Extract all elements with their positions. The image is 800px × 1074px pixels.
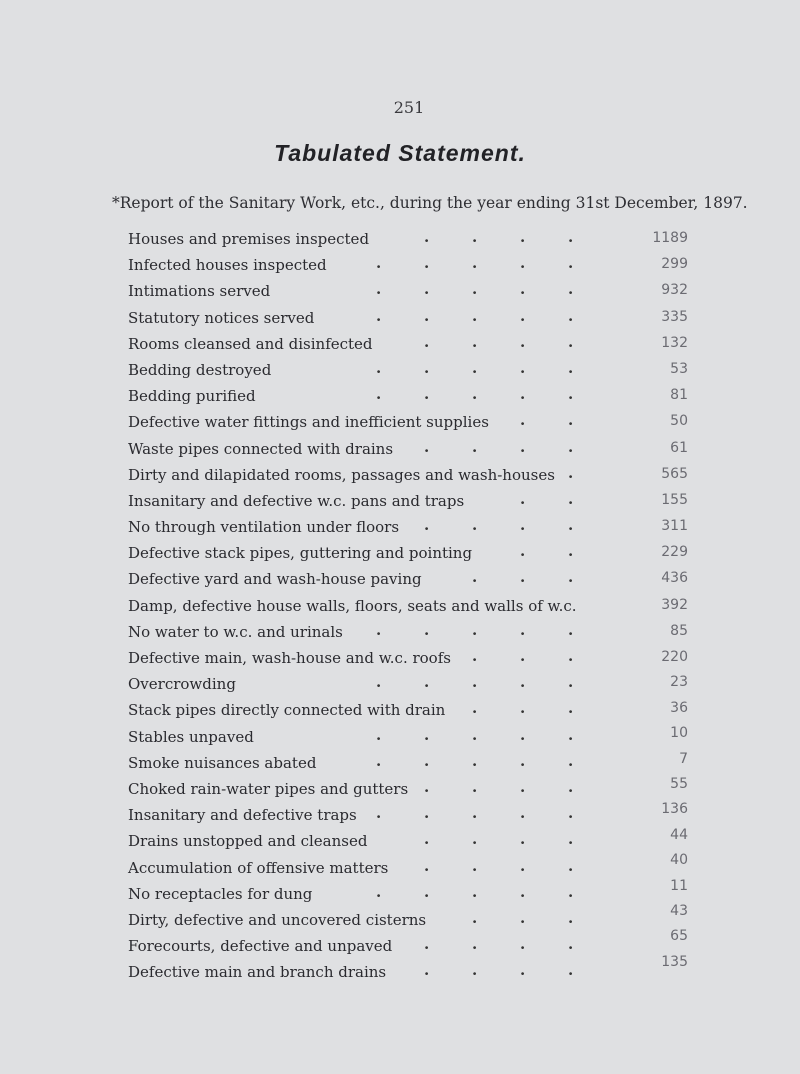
table-row: Defective yard and wash-house paving . . . 436: [128, 568, 688, 589]
row-value: 11: [670, 877, 688, 894]
row-value: 43: [670, 902, 688, 919]
row-value: 335: [661, 308, 688, 325]
row-value: 50: [670, 413, 688, 430]
row-label: Defective yard and wash-house paving: [128, 570, 422, 589]
table-row: Defective main and branch drains . . . . 135: [128, 953, 688, 982]
row-label: Damp, defective house walls, floors, seats and walls of w.c.: [128, 596, 577, 615]
row-value: 36: [670, 699, 688, 716]
table-row: No water to w.c. and urinals . . . . . 85: [128, 620, 688, 641]
row-value: 81: [670, 387, 688, 404]
row-label: Bedding destroyed: [128, 360, 272, 379]
table-row: Dirty and dilapidated rooms, passages and wash-houses . 565: [128, 463, 688, 484]
table-row: Stack pipes directly connected with drain . . . 36: [128, 699, 688, 720]
row-label: Statutory notices served: [128, 308, 315, 327]
row-value: 61: [670, 439, 688, 456]
row-label: Insanitary and defective traps: [128, 806, 357, 825]
row-label: No receptacles for dung: [128, 884, 313, 903]
row-label: Stack pipes directly connected with drain: [128, 701, 446, 720]
table-row: Insanitary and defective w.c. pans and traps . . 155: [128, 489, 688, 510]
row-label: Overcrowding: [128, 675, 236, 694]
row-value: 10: [670, 725, 688, 742]
page-title: Tabulated Statement.: [274, 140, 526, 166]
row-value: 311: [661, 518, 688, 535]
row-label: Accumulation of offensive matters: [128, 858, 389, 877]
table-row: Accumulation of offensive matters . . . . 40: [128, 852, 688, 877]
table-row: Defective main, wash-house and w.c. roofs . . . 220: [128, 647, 688, 667]
report-subtitle: *Report of the Sanitary Work, etc., during the year ending 31st December, 1897.: [112, 194, 748, 212]
row-label: Smoke nuisances abated: [128, 753, 317, 772]
table-row: Intimations served . . . . . 932: [128, 280, 688, 301]
row-label: Defective stack pipes, guttering and pointing: [128, 544, 473, 563]
row-value: 932: [661, 282, 688, 299]
table-row: Infected houses inspected . . . . . 299: [128, 254, 688, 275]
table-row: No receptacles for dung . . . . . 11: [128, 877, 688, 903]
table-row: Smoke nuisances abated . . . . . 7: [128, 750, 688, 772]
row-label: Defective main and branch drains: [128, 963, 387, 982]
row-label: Houses and premises inspected: [128, 230, 370, 248]
row-value: 299: [661, 256, 688, 273]
row-value: 65: [670, 928, 688, 945]
table-row: Rooms cleansed and disinfected . . . . 132: [128, 332, 688, 353]
table-row: Bedding purified . . . . . 81: [128, 385, 688, 406]
row-label: Intimations served: [128, 282, 271, 301]
row-label: No water to w.c. and urinals: [128, 622, 343, 641]
table-row: No through ventilation under floors . . . . 311: [128, 516, 688, 537]
row-value: 436: [661, 570, 688, 587]
row-value: 7: [679, 750, 688, 767]
row-label: Infected houses inspected: [128, 256, 327, 275]
row-label: Stables unpaved: [128, 727, 254, 746]
table-row: Bedding destroyed . . . . . 53: [128, 358, 688, 379]
table-row: Waste pipes connected with drains . . . . 61: [128, 437, 688, 458]
row-value: 565: [661, 465, 688, 482]
row-value: 135: [661, 953, 688, 970]
table-row: Forecourts, defective and unpaved . . . . 65: [128, 928, 688, 956]
row-label: Choked rain-water pipes and gutters: [128, 779, 409, 798]
row-label: Rooms cleansed and disinfected: [128, 334, 373, 353]
row-label: Defective main, wash-house and w.c. roofs: [128, 649, 451, 667]
row-value: 132: [661, 334, 688, 351]
row-value: 136: [661, 801, 688, 818]
row-label: No through ventilation under floors: [128, 518, 400, 537]
row-label: Defective water fittings and inefficient supplies: [128, 413, 489, 432]
row-label: Bedding purified: [128, 387, 256, 406]
row-value: 220: [661, 649, 688, 665]
table-row: Drains unstopped and cleansed . . . . 44: [128, 826, 688, 851]
table-row: Defective stack pipes, guttering and pointing . . 229: [128, 542, 688, 563]
row-value: 1189: [652, 230, 688, 246]
row-value: 53: [670, 360, 688, 377]
row-label: Dirty and dilapidated rooms, passages and wash-houses: [128, 465, 555, 484]
table-row: Overcrowding . . . . . 23: [128, 673, 688, 694]
table-row: Choked rain-water pipes and gutters . . . . 55: [128, 775, 688, 798]
table-row: Statutory notices served . . . . . 335: [128, 306, 688, 327]
row-label: Insanitary and defective w.c. pans and traps: [128, 491, 465, 510]
row-value: 40: [670, 852, 688, 869]
statement-table: [128, 230, 688, 989]
row-value: 55: [670, 775, 688, 792]
row-value: 155: [661, 491, 688, 508]
table-row: [128, 597, 688, 623]
row-label: Drains unstopped and cleansed: [128, 832, 368, 851]
row-value: 23: [670, 674, 688, 691]
row-value: 85: [670, 622, 688, 639]
table-row: Insanitary and defective traps . . . . . 136: [128, 801, 688, 825]
row-value: 229: [661, 544, 688, 561]
table-row: Stables unpaved . . . . . 10: [128, 725, 688, 746]
row-value: 392: [661, 596, 688, 613]
table-row: Dirty, defective and uncovered cisterns . . . 43: [128, 902, 688, 929]
table-row: Houses and premises inspected . . . . 1189: [128, 228, 688, 248]
row-label: Dirty, defective and uncovered cisterns: [128, 910, 427, 929]
table-row: Defective water fittings and inefficient supplies . . 50: [128, 411, 688, 432]
page-number: 251: [393, 98, 425, 117]
row-value: 44: [670, 826, 688, 843]
row-label: Waste pipes connected with drains: [128, 439, 394, 458]
row-label: Forecourts, defective and unpaved: [128, 937, 393, 956]
